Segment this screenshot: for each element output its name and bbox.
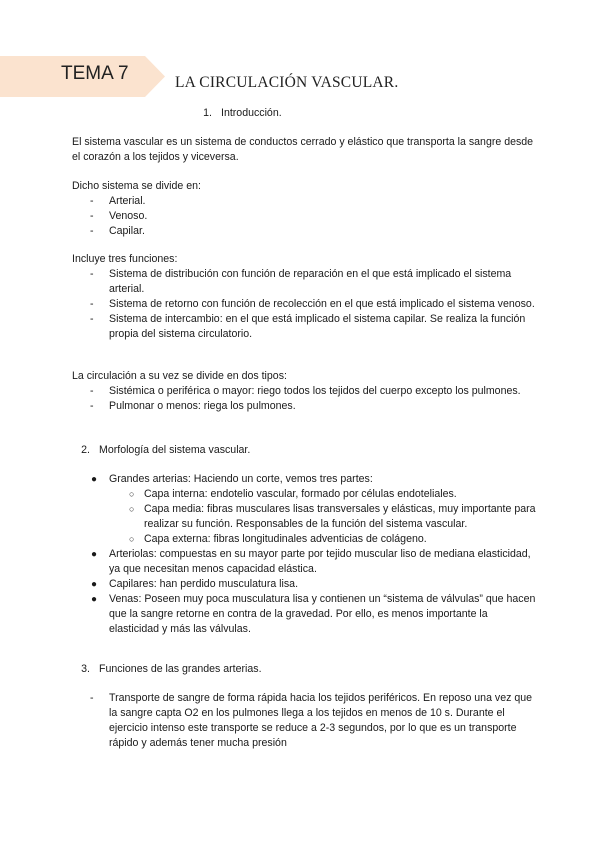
functions-arteries-list: [72, 691, 537, 751]
list-item-text: Venoso.: [109, 210, 148, 222]
section-number: 3.: [81, 663, 90, 675]
functions-arteries-block: [72, 691, 537, 751]
list-item-text: Transporte de sangre de forma rápida hacia los tejidos periféricos. En reposo una vez que la sangre capta O2 en los pulmones llega a los tejidos en menos de 10 s. Durante el ejercicio intenso este transporte se reduce a 2-3 segundos, por lo que es un transporte rápido y además tener mucha presión: [109, 692, 533, 749]
section-heading-morfologia: [72, 443, 250, 458]
list-item: [72, 577, 537, 592]
section-title: Morfología del sistema vascular.: [99, 444, 251, 456]
intro-definition: [72, 135, 537, 165]
paragraph: Dicho sistema se divide en:: [72, 180, 201, 192]
circle-bullet: ○: [129, 534, 135, 544]
list-item: [72, 399, 537, 414]
list-item: [72, 592, 537, 637]
dash-bullet: -: [90, 385, 94, 397]
list-item-text: Capa externa: fibras longitudinales adventicias de colágeno.: [144, 533, 427, 545]
section-title: Funciones de las grandes arterias.: [99, 663, 262, 675]
list-item: [72, 209, 537, 224]
list-item-text: Sistema de distribución con función de reparación en el que está implicado el sistema arterial.: [109, 268, 512, 295]
circle-bullet: ○: [129, 489, 135, 499]
list-item-text: Capa interna: endotelio vascular, formado por células endoteliales.: [144, 488, 457, 500]
list-item: [72, 384, 537, 399]
section-heading-funciones: [72, 662, 262, 677]
list-item: [72, 472, 537, 547]
document-title: LA CIRCULACIÓN VASCULAR.: [175, 74, 399, 91]
dot-bullet: ●: [91, 474, 98, 485]
functions-block: [72, 252, 537, 342]
paragraph: El sistema vascular es un sistema de conductos cerrado y elástico que transporta la sangre desde el corazón a los tejidos y viceversa.: [72, 136, 534, 163]
list-item-text: Venas: Poseen muy poca musculatura lisa y contienen un “sistema de válvulas” que hacen que la sangre retorne en contra de la gravedad. Por ello, es menos importante la elasticidad y más las válvulas.: [109, 593, 536, 635]
list-item: [72, 194, 537, 209]
list-item-text: Arteriolas: compuestas en su mayor parte por tejido muscular liso de mediana elasticidad, ya que necesitan menos capacidad elástica.: [109, 548, 531, 575]
section-title: Introducción.: [221, 107, 282, 119]
dash-bullet: -: [90, 225, 94, 237]
morphology-block: [72, 472, 537, 637]
list-item: [72, 547, 537, 577]
circulation-list: [72, 384, 537, 414]
layers-list: [72, 487, 537, 547]
list-item-text: Grandes arterias: Haciendo un corte, vemos tres partes:: [109, 473, 373, 485]
section-number: 2.: [81, 444, 90, 456]
dot-bullet: ●: [91, 549, 98, 560]
dash-bullet: -: [90, 298, 94, 310]
list-item: [72, 691, 537, 751]
list-item: [72, 297, 537, 312]
functions-list: [72, 267, 537, 342]
morphology-list: [72, 472, 537, 637]
list-item: [72, 502, 537, 532]
paragraph: La circulación a su vez se divide en dos tipos:: [72, 370, 287, 382]
dot-bullet: ●: [91, 579, 98, 590]
paragraph: Incluye tres funciones:: [72, 253, 178, 265]
division-block: [72, 179, 537, 239]
list-item: [72, 312, 537, 342]
section-number: 1.: [203, 107, 212, 119]
dash-bullet: -: [90, 400, 94, 412]
section-heading-introduccion: [194, 106, 282, 121]
list-item-text: Sistema de retorno con función de recolección en el que está implicado el sistema venoso.: [109, 298, 535, 310]
list-item-text: Pulmonar o menos: riega los pulmones.: [109, 400, 296, 412]
list-item: [72, 487, 537, 502]
division-list: [72, 194, 537, 239]
circulation-block: [72, 369, 537, 414]
list-item-text: Sistémica o periférica o mayor: riego todos los tejidos del cuerpo excepto los pulmones.: [109, 385, 521, 397]
dash-bullet: -: [90, 210, 94, 222]
list-item-text: Capa media: fibras musculares lisas transversales y elásticas, muy importante para realizar su función. Responsables de la función del sistema vascular.: [144, 503, 536, 530]
tema-label: TEMA 7: [61, 63, 129, 84]
list-item-text: Arterial.: [109, 195, 146, 207]
list-item: [72, 532, 537, 547]
dash-bullet: -: [90, 692, 94, 704]
dash-bullet: -: [90, 268, 94, 280]
dash-bullet: -: [90, 313, 94, 325]
list-item-text: Capilar.: [109, 225, 145, 237]
dot-bullet: ●: [91, 594, 98, 605]
list-item: [72, 267, 537, 297]
dash-bullet: -: [90, 195, 94, 207]
list-item: [72, 224, 537, 239]
list-item-text: Sistema de intercambio: en el que está implicado el sistema capilar. Se realiza la función propia del sistema circulatorio.: [109, 313, 526, 340]
list-item-text: Capilares: han perdido musculatura lisa.: [109, 578, 299, 590]
circle-bullet: ○: [129, 504, 135, 514]
